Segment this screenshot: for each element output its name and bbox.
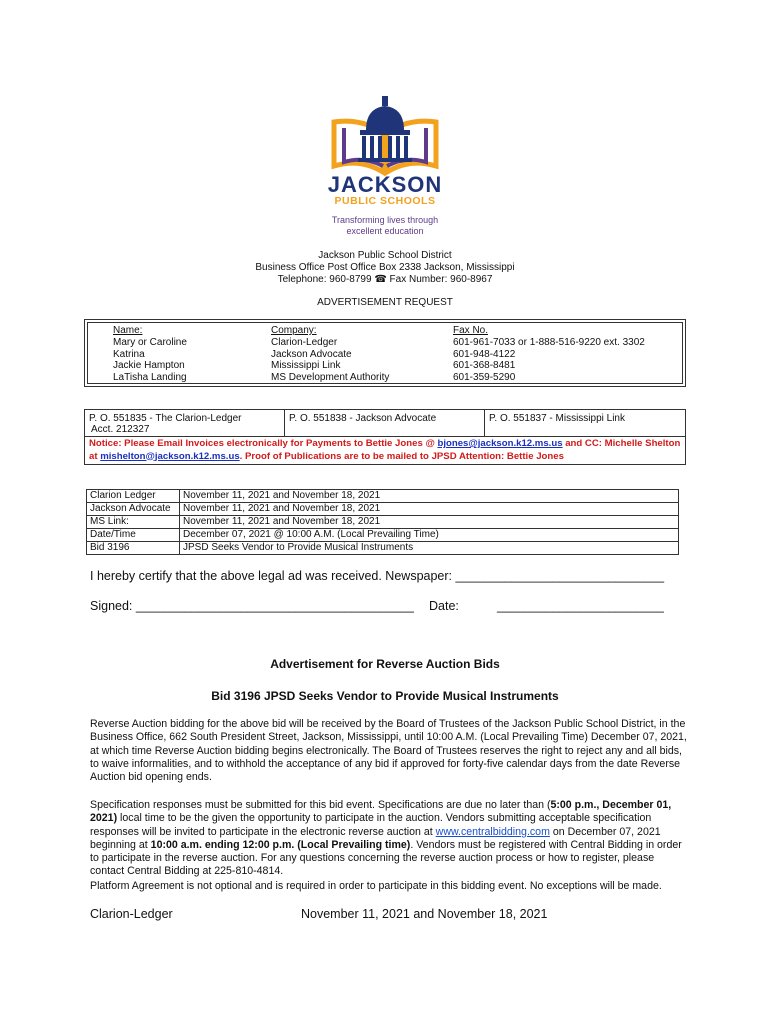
po-table xyxy=(84,409,686,465)
date-label: Date: xyxy=(429,599,459,613)
company-header: Company: xyxy=(271,325,317,336)
table-row xyxy=(87,529,679,542)
ad-paragraph-2 xyxy=(90,799,690,879)
po-advocate: P. O. 551838 - Jackson Advocate xyxy=(289,413,437,424)
contact-name: Katrina xyxy=(113,348,145,360)
contact-name: Mary or Caroline xyxy=(113,336,187,348)
table-row xyxy=(87,490,679,503)
jps-logo xyxy=(320,88,450,238)
p2-text-f: . Vendors must be registered with Central Bidding in order to participate in the reverse auction. For any questions concerning the reverse auction process or how to register, please contact Central Bidding at 225-810-4814. xyxy=(90,838,682,878)
capitol-book-icon xyxy=(320,88,450,178)
row-label: MS Link: xyxy=(87,516,180,529)
form-title: ADVERTISEMENT REQUEST xyxy=(317,297,453,308)
row-value: November 11, 2021 and November 18, 2021 xyxy=(180,490,679,503)
row-value: November 11, 2021 and November 18, 2021 xyxy=(180,516,679,529)
row-label: Bid 3196 xyxy=(87,542,180,555)
po-clarion-cell xyxy=(85,410,285,436)
bjones-email-link[interactable]: bjones@jackson.k12.ms.us xyxy=(437,438,563,449)
po-clarion: P. O. 551835 - The Clarion-Ledger xyxy=(89,413,242,424)
p2-text-a: Specification responses must be submitted for this bid event. Specifications are due no later than ( xyxy=(90,799,551,811)
certify-line[interactable]: I hereby certify that the above legal ad was received. Newspaper: ______________________________ xyxy=(90,569,665,583)
contact-name: LaTisha Landing xyxy=(113,372,187,384)
row-label: Jackson Advocate xyxy=(87,503,180,516)
footer-paper: Clarion-Ledger xyxy=(90,907,173,921)
fax-header: Fax No. xyxy=(453,325,489,336)
p2-auction-time: 10:00 a.m. ending 12:00 p.m. (Local Prevailing time) xyxy=(150,838,411,851)
row-value: November 11, 2021 and November 18, 2021 xyxy=(180,503,679,516)
contacts-name-column xyxy=(113,325,187,384)
ad-title: Advertisement for Reverse Auction Bids xyxy=(270,657,500,671)
row-label: Date/Time xyxy=(87,529,180,542)
logo-name-line1: JACKSON xyxy=(327,172,443,197)
p2-text-c: local time to be the given the opportunity to participate in the auction. Vendors submitting acceptable specification responses will be invited to participate in the electronic reverse auction at xyxy=(90,812,652,838)
table-row xyxy=(87,516,679,529)
contact-fax: 601-368-8481 xyxy=(453,360,516,372)
district-name: Jackson Public School District xyxy=(318,250,452,261)
publication-dates-table xyxy=(86,489,679,555)
contacts-company-column xyxy=(271,325,389,384)
p2-text-d: on December 07, 2021 beginning at xyxy=(90,825,661,851)
contact-company: Mississippi Link xyxy=(271,360,341,372)
po-mslink: P. O. 551837 - Mississippi Link xyxy=(489,413,625,424)
row-value: December 07, 2021 @ 10:00 A.M. (Local Prevailing Time) xyxy=(180,529,679,542)
contact-fax: 601-359-5290 xyxy=(453,372,516,384)
footer-dates: November 11, 2021 and November 18, 2021 xyxy=(301,907,548,921)
po-advocate-cell xyxy=(285,410,485,436)
table-row xyxy=(87,503,679,516)
date-blank[interactable]: ________________________ xyxy=(497,599,664,613)
contacts-fax-column xyxy=(453,325,645,384)
signed-line[interactable]: Signed: ________________________________________ xyxy=(90,599,414,613)
business-address: Business Office Post Office Box 2338 Jackson, Mississippi xyxy=(255,262,515,273)
centralbidding-link[interactable]: www.centralbidding.com xyxy=(435,825,550,838)
notice-text-1: Notice: Please Email Invoices electronically for Payments to Bettie Jones @ xyxy=(89,438,438,449)
logo-name-line2: PUBLIC SCHOOLS xyxy=(334,195,436,207)
contact-company: Clarion-Ledger xyxy=(271,336,338,348)
contact-name: Jackie Hampton xyxy=(113,360,185,372)
row-value: JPSD Seeks Vendor to Provide Musical Instruments xyxy=(180,542,679,555)
mishelton-email-link[interactable]: mishelton@jackson.k12.ms.us xyxy=(100,450,240,462)
row-label: Clarion Ledger xyxy=(87,490,180,503)
table-row xyxy=(87,542,679,555)
po-mslink-cell xyxy=(485,410,683,436)
ad-subtitle: Bid 3196 JPSD Seeks Vendor to Provide Musical Instruments xyxy=(211,689,559,703)
notice-text-2: and CC: Michelle Shelton at xyxy=(89,438,681,462)
contact-company: Jackson Advocate xyxy=(271,348,352,360)
invoice-notice xyxy=(85,437,685,464)
p2-deadline: 5:00 p.m., December 01, 2021) xyxy=(90,799,672,825)
contact-fax: 601-948-4122 xyxy=(453,348,516,360)
po-row xyxy=(85,410,685,437)
phone-fax: Telephone: 960-8799 ☎ Fax Number: 960-8967 xyxy=(277,274,493,285)
logo-tagline-line2: excellent education xyxy=(346,226,424,236)
name-header: Name: xyxy=(113,325,143,336)
notice-text-3: . Proof of Publications are to be mailed to JPSD Attention: Bettie Jones xyxy=(239,450,564,462)
ad-paragraph-1: Reverse Auction bidding for the above bid will be received by the Board of Trustees of the Jackson Public School District, in the Business Office, 662 South President Street, Jackson, Mississippi, until 10:00 A.M. (Local Prevailing Time) December 07, 2021, at which time Reverse Auction bidding begins electronically. The Board of Trustees reserves the right to reject any and all bids, to waive informalities, and to withhold the acceptance of any bid if approved for forty-five calendar days from the date Reverse Auction bid opening ends. xyxy=(90,718,687,784)
ad-paragraph-3: Platform Agreement is not optional and is required in order to participate in this bidding event. No exceptions will be made. xyxy=(90,880,662,892)
logo-tagline-line1: Transforming lives through xyxy=(331,215,439,225)
contact-company: MS Development Authority xyxy=(271,372,390,384)
contact-fax: 601-961-7033 or 1-888-516-9220 ext. 3302 xyxy=(453,336,645,348)
po-clarion-account: Acct. 212327 xyxy=(91,424,150,435)
